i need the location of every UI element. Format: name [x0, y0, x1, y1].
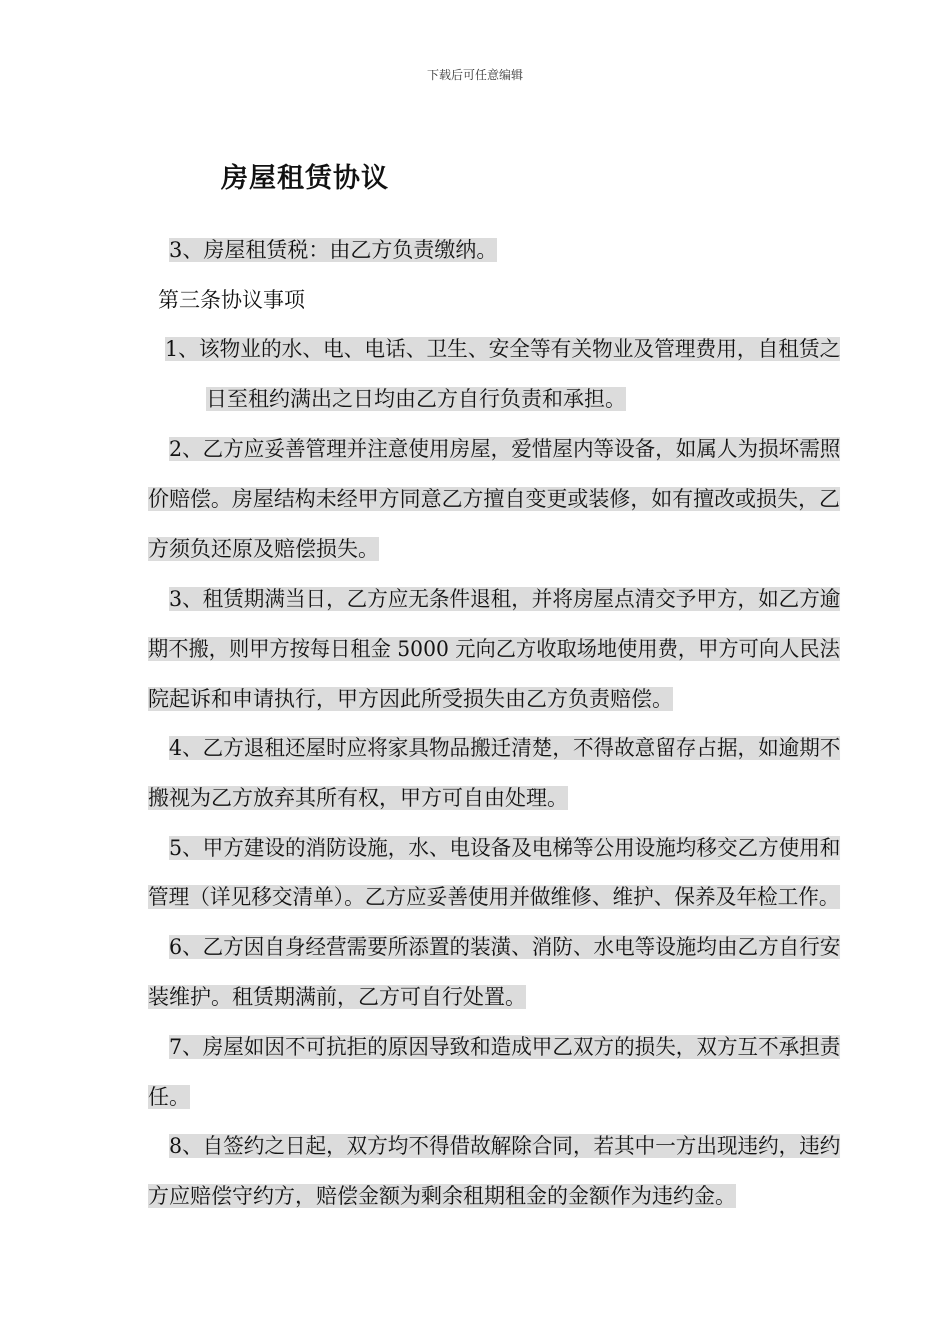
text-line: 4、乙方退租还屋时应将家具物品搬迁清楚，不得故意留存占据，如逾期不	[169, 736, 841, 760]
page-header	[0, 66, 950, 83]
section-heading: 第三条协议事项	[158, 288, 305, 312]
text-line: 2、乙方应妥善管理并注意使用房屋，爱惜屋内等设备，如属人为损坏需照	[169, 437, 841, 461]
header-text: 下载后可任意编辑	[426, 68, 523, 82]
text-line: 期不搬，则甲方按每日租金 5000 元向乙方收取场地使用费，甲方可向人民法	[148, 637, 840, 661]
text-line: 6、乙方因自身经营需要所添置的装潢、消防、水电等设施均由乙方自行安	[169, 935, 841, 959]
text-line: 管理（详见移交清单）。乙方应妥善使用并做维修、维护、保养及年检工作。	[148, 885, 840, 909]
text-line: 8、自签约之日起，双方均不得借故解除合同，若其中一方出现违约，违约	[169, 1134, 841, 1158]
text-line: 日至租约满出之日均由乙方自行负责和承担。	[206, 387, 626, 411]
text-line: 3、租赁期满当日，乙方应无条件退租，并将房屋点清交予甲方，如乙方逾	[169, 587, 841, 611]
text-line: 任。	[148, 1085, 190, 1109]
text-line: 装维护。租赁期满前，乙方可自行处置。	[148, 985, 526, 1009]
document-title: 房屋租赁协议	[221, 163, 389, 194]
text-line: 3、房屋租赁税：由乙方负责缴纳。	[169, 238, 498, 262]
text-line: 7、房屋如因不可抗拒的原因导致和造成甲乙双方的损失，双方互不承担责	[169, 1035, 841, 1059]
text-line: 1、该物业的水、电、电话、卫生、安全等有关物业及管理费用，自租赁之	[165, 337, 841, 361]
text-line: 院起诉和申请执行，甲方因此所受损失由乙方负责赔偿。	[148, 687, 673, 711]
text-line: 5、甲方建设的消防设施，水、电设备及电梯等公用设施均移交乙方使用和	[169, 836, 841, 860]
text-line: 方应赔偿守约方，赔偿金额为剩余租期租金的金额作为违约金。	[148, 1184, 736, 1208]
text-line: 价赔偿。房屋结构未经甲方同意乙方擅自变更或装修，如有擅改或损失，乙	[148, 487, 841, 511]
text-line: 搬视为乙方放弃其所有权，甲方可自由处理。	[148, 786, 568, 810]
text-line: 方须负还原及赔偿损失。	[148, 537, 379, 561]
